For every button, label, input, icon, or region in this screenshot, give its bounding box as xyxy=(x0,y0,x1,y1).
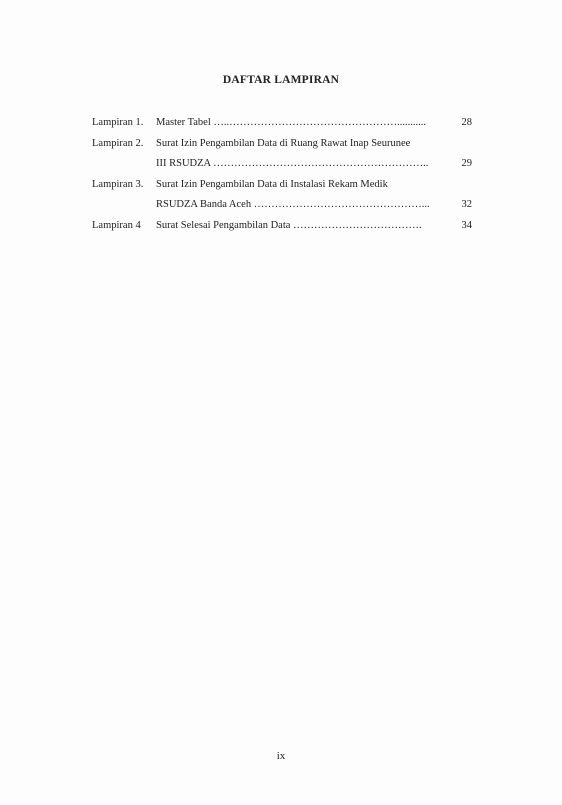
appendix-label: Lampiran 3. xyxy=(92,178,144,190)
appendix-page-number: 28 xyxy=(461,117,472,128)
appendix-page-number: 29 xyxy=(461,158,472,169)
appendix-page-number: 32 xyxy=(461,199,472,210)
appendix-title: Surat Izin Pengambilan Data di Ruang Rawat Inap Seurunee xyxy=(156,137,411,149)
appendix-label: Lampiran 2. xyxy=(92,137,144,149)
list-item xyxy=(92,216,472,237)
appendix-label: Lampiran 4 xyxy=(92,219,141,231)
appendix-title-continuation: III RSUDZA …………………………………………………….. xyxy=(156,158,429,169)
appendix-title: Surat Selesai Pengambilan Data ………………………………. xyxy=(156,219,422,231)
list-item xyxy=(92,175,472,216)
appendix-title: Master Tabel …..…………………………………………........... xyxy=(156,117,427,128)
appendix-page-number: 34 xyxy=(461,219,472,231)
page-title: DAFTAR LAMPIRAN xyxy=(222,74,340,86)
list-item xyxy=(92,134,472,175)
appendix-label: Lampiran 1. xyxy=(92,117,144,128)
appendix-title-continuation: RSUDZA Banda Aceh …………………………………………... xyxy=(156,199,430,210)
page-number: ix xyxy=(276,750,286,762)
appendix-title: Surat Izin Pengambilan Data di Instalasi Rekam Medik xyxy=(156,178,388,190)
list-item xyxy=(92,113,472,134)
appendix-list xyxy=(92,113,472,236)
